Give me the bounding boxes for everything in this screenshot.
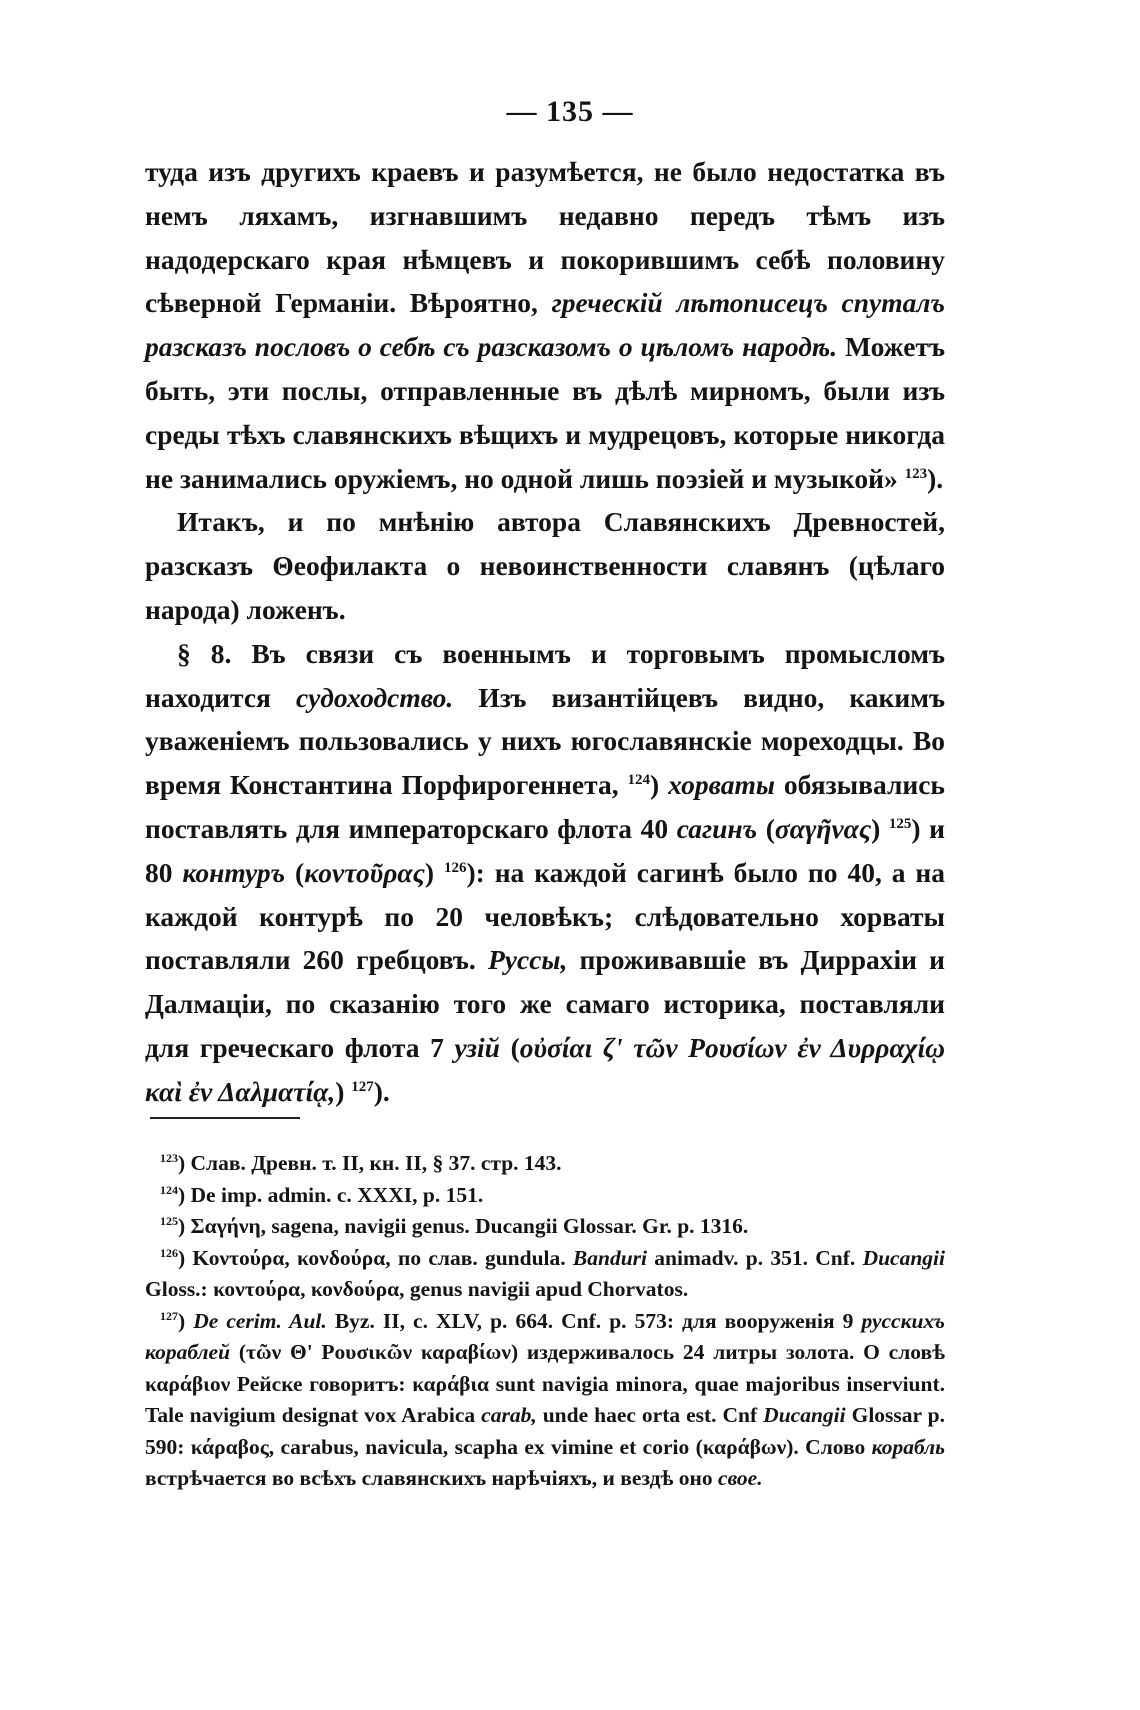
footnote-text: animadv. p. 351. Cnf. xyxy=(647,1245,863,1270)
text-run: обязывались поставлять для императорскаго флота 40 xyxy=(145,769,945,844)
footnote-127 xyxy=(145,1306,945,1495)
footnotes xyxy=(145,1148,945,1495)
footnote-separator xyxy=(150,1117,300,1119)
footnote-text: ) De imp. admin. c. XXXI, p. 151. xyxy=(178,1182,484,1207)
main-text xyxy=(145,150,945,1114)
italic-run: Руссы, xyxy=(488,944,568,976)
italic-run: контуръ xyxy=(182,856,286,888)
italic-run: οὐσίαι ζ' τῶν Ρουσίων ἐν Δυρραχίῳ καὶ ἐν Δαλματίᾳ, xyxy=(145,1031,945,1107)
italic-run: свое. xyxy=(718,1466,763,1490)
footnote-text: unde haec orta est. Cnf xyxy=(536,1403,764,1427)
footnote-text: ) Κοντούρα, κονδούρα, по слав. gundula. xyxy=(178,1245,573,1270)
footnote-ref[interactable]: 127 xyxy=(351,1078,374,1095)
footnote-125 xyxy=(145,1211,945,1243)
text-run: Изъ византійцевъ видно, какимъ уваженіемъ пользовались у нихъ югославянскіе мореходцы. Во время Константина Порфирогеннета, xyxy=(145,681,945,801)
paragraph-3 xyxy=(145,632,945,1114)
text-run: Можетъ быть, эти послы, отправленные въ дѣлѣ мирномъ, были изъ среды тѣхъ славянскихъ вѣщихъ и мудрецовъ, которые никогда не занимались оружіемъ, но одной лишь поэзіей и музыкой» xyxy=(145,331,945,494)
text-run: ). xyxy=(927,462,944,494)
text-run: туда изъ другихъ краевъ и разумѣется, не было недостатка въ немъ ляхамъ, изгнавшимъ недавно передъ тѣмъ изъ надодерскаго края нѣмцевъ и покорившимъ себѣ половину сѣверной Германіи. Вѣроятно, xyxy=(145,156,945,319)
footnote-ref[interactable]: 124 xyxy=(627,772,651,788)
text-run: ) и 80 xyxy=(145,812,945,888)
footnote-text: Byz. II, c. XLV, p. 664. Cnf. p. 573: для вооруженія 9 xyxy=(326,1308,862,1333)
footnote-number: 126 xyxy=(160,1245,178,1260)
italic-run: κοντοῦρας xyxy=(304,856,425,888)
page-number: — 135 — xyxy=(506,95,634,128)
italic-run: сагинъ xyxy=(676,812,758,844)
italic-run: Banduri xyxy=(572,1245,648,1270)
italic-run: carab, xyxy=(481,1403,537,1427)
footnote-123 xyxy=(145,1148,945,1180)
paragraph-2: Итакъ, и по мнѣнію автора Славянскихъ Древностей, разсказъ Θеофилакта о невоинственности славянъ (цѣлаго народа) ложенъ. xyxy=(145,506,945,625)
italic-run: De cerim. Aul. xyxy=(193,1308,327,1333)
text-run: ). xyxy=(373,1075,390,1107)
footnote-ref[interactable]: 123 xyxy=(904,465,928,482)
footnote-124 xyxy=(145,1180,945,1212)
text-run: ) xyxy=(871,812,889,844)
footnote-number: 124 xyxy=(160,1182,178,1197)
footnote-text: ) xyxy=(178,1308,194,1333)
italic-run: Ducangii xyxy=(763,1403,846,1427)
italic-run: σαγῆνας xyxy=(774,812,872,844)
italic-run: судоходство. xyxy=(296,681,454,713)
text-run: проживавшіе въ Диррахіи и Далмаціи, по сказанію того же самаго историка, поставляли для греческаго флота 7 xyxy=(145,944,946,1063)
italic-run: греческій лѣтописецъ спуталъ разсказъ пословъ о себѣ съ разсказомъ о цѣломъ народѣ. xyxy=(145,287,945,363)
text-run: ( xyxy=(757,812,775,844)
footnote-text: ) Σαγήνη, sagena, navigii genus. Ducangii Glossar. Gr. p. 1316. xyxy=(178,1214,749,1238)
paragraph-1 xyxy=(145,150,945,500)
text-run: ) xyxy=(424,856,444,888)
footnote-ref[interactable]: 126 xyxy=(443,859,467,876)
footnote-text: (τῶν Θ' Ρουσικῶν καραβίων) издерживалось 24 литры золота. О словѣ καράβιον Рейске говоритъ: καράβια sunt navigia minora, quae majoribus inserviunt. Tale navigium designat vox Arabica xyxy=(145,1340,945,1427)
footnote-number: 123 xyxy=(160,1150,178,1165)
text-run: ) xyxy=(335,1075,352,1107)
text-run: ) xyxy=(650,769,669,801)
text-run: § 8. Въ связи съ военнымъ и торговымъ промысломъ находится xyxy=(145,637,945,713)
italic-run: Ducangii xyxy=(862,1245,945,1270)
footnote-text: ) Слав. Древн. т. II, кн. II, § 37. стр. 143. xyxy=(178,1151,562,1175)
text-run: ): на каждой сагинѣ было по 40, а на каждой контурѣ по 20 человѣкъ; слѣдовательно хорваты поставляли 260 гребцовъ. xyxy=(145,856,945,976)
text-run: ( xyxy=(499,1031,520,1063)
footnote-ref[interactable]: 125 xyxy=(888,815,912,832)
footnote-126 xyxy=(145,1243,945,1306)
footnote-text: Gloss.: κοντούρα, κονδούρα, genus navigii apud Chorvatos. xyxy=(145,1277,689,1301)
italic-run: русскихъ кораблей xyxy=(145,1308,945,1364)
footnote-text: Glossar p. 590: κάραβος, carabus, navicula, scapha ex vimine et corio (καράβων). Слово xyxy=(145,1403,946,1459)
text-run: ( xyxy=(285,856,305,888)
footnote-number: 125 xyxy=(160,1213,178,1228)
italic-run: корабль xyxy=(871,1434,945,1459)
footnote-number: 127 xyxy=(160,1308,178,1323)
italic-run: узій xyxy=(454,1031,500,1063)
italic-run: хорваты xyxy=(668,769,775,801)
footnote-text: встрѣчается во всѣхъ славянскихъ нарѣчіяхъ, и вездѣ оно xyxy=(145,1466,719,1490)
